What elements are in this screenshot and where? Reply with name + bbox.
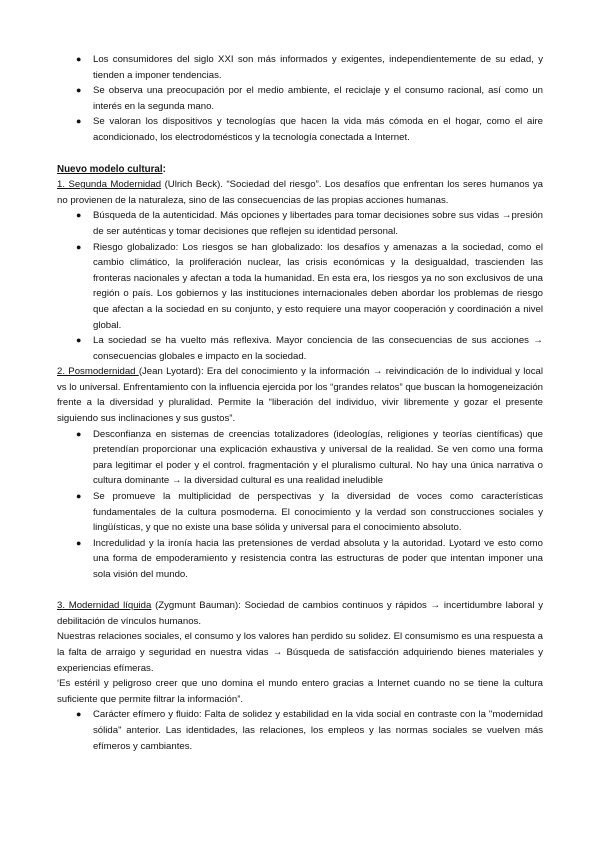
bullet-icon: ● bbox=[76, 116, 82, 127]
bullet-icon: ● bbox=[76, 54, 82, 64]
section2-intro: 2. Posmodernidad (Jean Lyotard): Era del conocimiento y la información → reivindicación de lo individual y local vs lo universal. Enfrentamiento con la influencia ejercida por los “grandes relatos” que buscan la homogeneización frente a la diversidad y pluralidad. Permite la “liberación del individuo, vivir libremente y gozar el presente siguiendo sus inclinaciones y sus gustos”. bbox=[57, 366, 544, 425]
bullet-icon: ● bbox=[76, 709, 82, 720]
section2-title: 2. Posmodernidad bbox=[57, 366, 139, 378]
section3-paragraph: Nuestras relaciones sociales, el consumo y los valores han perdido su solidez. El consumismo es una respuesta a la falta de arraigo y seguridad en nuestra vidas → Búsqueda de satisfacción adquiriendo bienes materiales y experiencias efímeras. bbox=[57, 631, 543, 674]
bullet-icon: ● bbox=[76, 537, 82, 548]
bullet-icon: ● bbox=[76, 335, 82, 346]
list-item: ● Los consumidores del siglo XXI son más informados y exigentes, independientemente de su edad, y tienden a imponer tendencias. bbox=[76, 54, 543, 81]
list-item: ● Se valoran los dispositivos y tecnologías que hacen la vida más cómoda en el hogar, como el aire acondicionado, los electrodomésticos y la tecnología conectada a Internet. bbox=[76, 116, 543, 143]
section1-intro: 1. Segunda Modernidad (Ulrich Beck). “Sociedad del riesgo”. Los desafíos que enfrentan los seres humanos ya no provienen de la naturaleza, sino de las consecuencias de las propias acciones humanas. bbox=[57, 179, 543, 206]
intro-bullet-list bbox=[57, 52, 543, 146]
bullet-icon: ● bbox=[76, 428, 82, 439]
section1-bullet-list bbox=[57, 208, 543, 364]
section3-quote: ‘Es estéril y peligroso creer que uno domina el mundo entero gracias a Internet cuando no se tiene la cultura suficiente que permite filtrar la información”. bbox=[57, 678, 543, 705]
section-heading: Nuevo modelo cultural: bbox=[57, 163, 166, 175]
list-item: ● Incredulidad y la ironía hacia las pretensiones de verdad absoluta y la autoridad. Lyotard ve esto como una forma de empoderamiento y resistencia contra las estructuras de poder que intentan imponer una sola visión del mundo. bbox=[76, 537, 543, 580]
list-item: ● La sociedad se ha vuelto más reflexiva. Mayor conciencia de las consecuencias de sus acciones → consecuencias globales e impacto en la sociedad. bbox=[76, 335, 543, 362]
list-item: ● Búsqueda de la autenticidad. Más opciones y libertades para tomar decisiones sobre sus vidas →presión de ser auténticas y tomar decisiones que reflejen su identidad personal. bbox=[76, 210, 543, 237]
bullet-icon: ● bbox=[76, 491, 82, 502]
section1-title: 1. Segunda Modernidad bbox=[57, 179, 162, 191]
list-item: ● Riesgo globalizado: Los riesgos se han globalizado: los desafíos y amenazas a la sociedad, como el cambio climático, la proliferación nuclear, las crisis económicas y la desigualdad, trascienden las fronteras nacionales y afectan a toda la humanidad. En esta era, los riesgos ya no son exclusivos de una región o país. Los gobiernos y las instituciones internacionales deben abordar los problemas de riesgo que afectan a la sociedad en su conjunto, y esto requiere una mayor cooperación y coordinación a nivel global. bbox=[76, 241, 543, 331]
bullet-icon: ● bbox=[76, 85, 82, 96]
bullet-icon: ● bbox=[76, 210, 82, 221]
list-item: ● Se promueve la multiplicidad de perspectivas y la diversidad de voces como características fundamentales de la cultura posmoderna. El conocimiento y la verdad son construcciones sociales y lingüísticas, y que no existe una base sólida y universal para el conocimiento absoluto. bbox=[76, 491, 543, 534]
list-item: ● Se observa una preocupación por el medio ambiente, el reciclaje y el consumo racional, así como un interés en la segunda mano. bbox=[76, 85, 543, 112]
bullet-icon: ● bbox=[76, 241, 82, 252]
section3-intro: 3. Modernidad líquida (Zygmunt Bauman): Sociedad de cambios continuos y rápidos → incertidumbre laboral y debilitación de vínculos humanos. bbox=[57, 600, 543, 627]
list-item: ● Carácter efímero y fluido: Falta de solidez y estabilidad en la vida social en contraste con la "modernidad sólida" anterior. Las identidades, las relaciones, los empleos y las normas sociales se vuelven más efímeros y cambiantes. bbox=[76, 709, 543, 752]
list-item: ● Desconfianza en sistemas de creencias totalizadores (ideologías, religiones y teorías científicas) que pretendían proporcionar una explicación exhaustiva y universal de la realidad. Se ven como una forma para legitimar el poder y el control. fragmentación y el pluralismo cultural. No hay una única narrativa o cultura dominante → la diversidad cultural es una realidad ineludible bbox=[76, 428, 543, 487]
spacer bbox=[57, 583, 543, 599]
section3-bullet-list bbox=[57, 707, 543, 754]
section2-bullet-list bbox=[57, 427, 543, 583]
section3-title: 3. Modernidad líquida bbox=[57, 600, 152, 612]
